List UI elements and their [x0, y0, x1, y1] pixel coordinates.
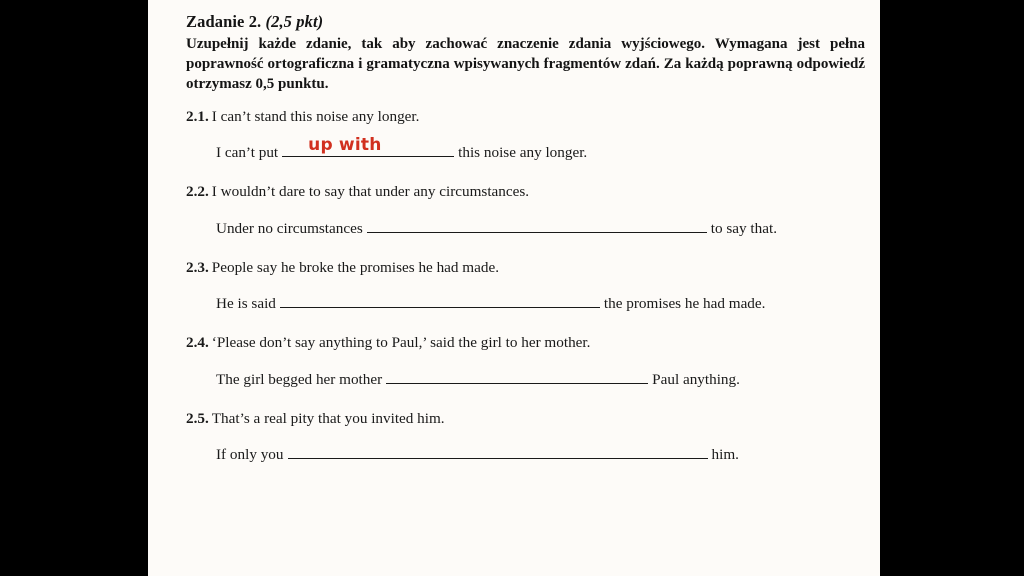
- answer-suffix: the promises he had made.: [603, 295, 766, 313]
- answer-prefix: Under no circumstances: [216, 219, 363, 237]
- item-prompt: [186, 258, 862, 279]
- item-answer-line: [216, 290, 862, 313]
- task-title-text: Zadanie 2.: [186, 12, 262, 31]
- item-number: 2.5.: [186, 409, 209, 427]
- exercise-item-3: [186, 258, 862, 314]
- answer-blank[interactable]: [386, 366, 648, 384]
- item-prompt-text: That’s a real pity that you invited him.: [211, 409, 445, 427]
- answer-prefix: If only you: [216, 446, 284, 464]
- exercise-item-5: [186, 409, 862, 465]
- answer-suffix: him.: [711, 446, 739, 464]
- answer-prefix: He is said: [216, 295, 276, 313]
- answer-suffix: to say that.: [710, 219, 777, 237]
- worksheet-page: [148, 0, 880, 576]
- item-answer-line: [216, 441, 862, 464]
- exercise-item-4: [186, 333, 862, 389]
- item-number: 2.3.: [186, 258, 209, 276]
- task-heading: [186, 12, 862, 32]
- task-points: (2,5 pkt): [265, 12, 324, 31]
- item-number: 2.4.: [186, 334, 209, 352]
- answer-prefix: The girl begged her mother: [216, 370, 383, 388]
- task-instructions: Uzupełnij każde zdanie, tak aby zachować znaczenie zdania wyjściowego. Wymagana jest pełna poprawność ortograficzna i gramatyczna wpisywanych fragmentów zdań. Za każdą poprawną odpowiedź otrzymasz 0,5 punktu.: [186, 36, 865, 92]
- exercise-item-2: [186, 182, 862, 238]
- answer-prefix: I can’t put: [216, 144, 279, 162]
- item-answer-line: [216, 366, 862, 389]
- item-prompt-text: People say he broke the promises he had made.: [211, 258, 499, 276]
- exercise-item-1: [186, 107, 862, 163]
- item-prompt: [186, 333, 862, 354]
- answer-suffix: Paul anything.: [652, 370, 740, 388]
- answer-blank[interactable]: [288, 441, 708, 459]
- item-answer-line: [216, 215, 862, 238]
- item-answer-line: [216, 135, 862, 162]
- item-number: 2.2.: [186, 183, 209, 201]
- handwritten-answer: up with: [308, 135, 382, 156]
- answer-blank[interactable]: [282, 135, 454, 157]
- item-prompt: [186, 409, 862, 430]
- item-prompt-text: I wouldn’t dare to say that under any circumstances.: [211, 183, 530, 201]
- answer-suffix: this noise any longer.: [458, 144, 588, 162]
- answer-blank[interactable]: [367, 215, 707, 233]
- item-prompt-text: I can’t stand this noise any longer.: [211, 107, 420, 125]
- item-prompt-text: ‘Please don’t say anything to Paul,’ said the girl to her mother.: [211, 334, 591, 352]
- item-prompt: [186, 107, 862, 128]
- answer-blank[interactable]: [280, 290, 600, 308]
- item-number: 2.1.: [186, 107, 209, 125]
- item-prompt: [186, 182, 862, 203]
- worksheet-content: [186, 12, 865, 484]
